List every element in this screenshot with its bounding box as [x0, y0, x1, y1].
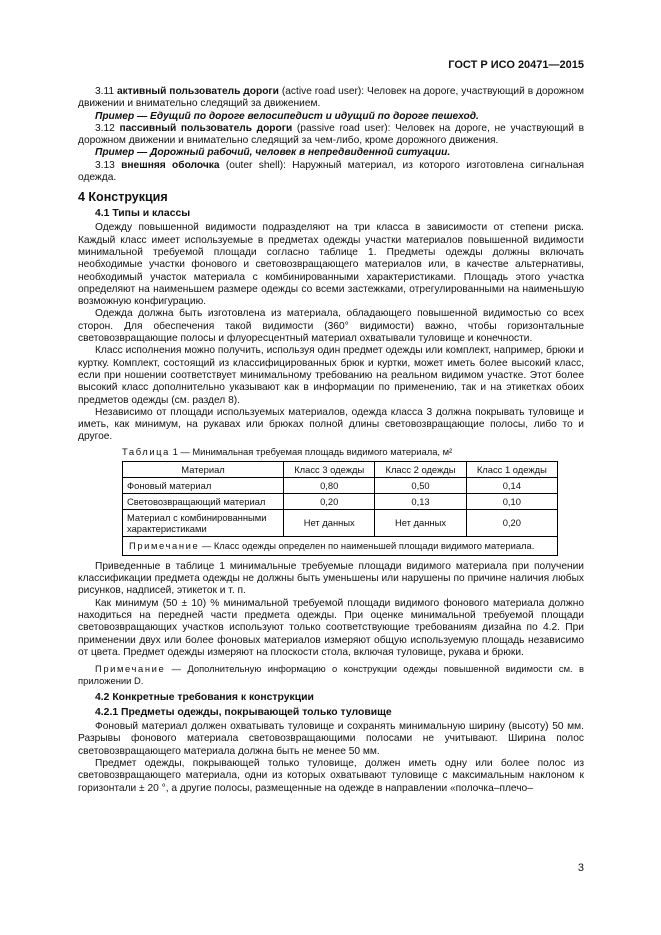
definition-3-11: [78, 86, 584, 111]
table-caption: [122, 446, 584, 457]
definition-3-13: [78, 160, 584, 185]
table-cell: 0,50: [375, 477, 466, 493]
definition-term: пассивный пользователь дороги: [119, 122, 293, 134]
table-header-row: [123, 461, 558, 477]
section-4-1-heading: 4.1 Типы и классы: [95, 208, 191, 220]
document-page: [78, 0, 584, 935]
section-4-2-1-heading: 4.2.1 Предметы одежды, покрывающей только туловище: [95, 707, 392, 719]
table-cell: 0,20: [466, 509, 557, 536]
definition-example: [78, 147, 584, 159]
table-note-label: Примечание: [129, 539, 200, 551]
table-row: [123, 477, 558, 493]
table-1: [122, 461, 558, 556]
definition-term: внешняя оболочка: [121, 159, 220, 171]
section-4-heading: 4 Конструкция: [78, 190, 168, 205]
paragraph: Одежду повышенной видимости подразделяют на три класса в зависимости от степени риска. Каждый класс имеет используемые в предметах одежды участки материалов повышенной видимости минимальной требуемой площади согласно таблице 1. Предметы одежды должны включать необходимые участки фонового и световозвращающего материалов или, в качестве альтернативы, необходимый участок материала с комбинированными характеристиками. Площадь этого участка определяют на наименьшем размере одежды со всеми застежками, отрегулированными на наименьшую возможную конфигурацию.: [78, 222, 584, 308]
page-number: 3: [577, 862, 584, 874]
table-header-cell: Класс 2 одежды: [375, 461, 466, 477]
definition-number: 3.13: [95, 159, 115, 171]
paragraph: Приведенные в таблице 1 минимальные требуемые площади видимого материала при получении классификации предмета одежды не должны быть уменьшены или нарушены по причине наличия любых рисунков, надписей, этикеток и т. п.: [78, 560, 584, 597]
table-cell: 0,80: [284, 477, 375, 493]
table-note-text: — Класс одежды определен по наименьшей площади видимого материала.: [199, 539, 535, 551]
note: [78, 663, 584, 686]
definition-example: [78, 111, 584, 123]
note-label: Примечание: [95, 663, 166, 675]
definition-text: (active road user): Человек на дороге, участвующий в дорожном движении и внимательно следящий за движением.: [78, 86, 584, 110]
note-text: — Дополнительную информацию о конструкции одежды повышенной видимости см. в приложении D.: [78, 663, 584, 686]
table-cell: Фоновый материал: [123, 477, 284, 493]
table-row: [123, 493, 558, 509]
definition-number: 3.11: [95, 86, 115, 97]
paragraph: Независимо от площади используемых материалов, одежда класса 3 должна покрывать туловище и иметь, как минимум, на рукавах или брюках полной длины световозвращающие полосы, либо то и другое.: [78, 406, 584, 443]
paragraph: Предмет одежды, покрывающей только туловище, должен иметь одну или более полос из световозвращающего материала, одни из которых охватывают туловище с максимальным наклоном к горизонтали ± 20 °, а другие полосы, размещенные на одежде в направлении «полочка–плечо–: [78, 757, 584, 794]
paragraph: Фоновый материал должен охватывать туловище и сохранять минимальную ширину (высоту) 50 мм. Разрывы фонового материала световозвращающими полосами не учитывают. Ширина полос световозвращающего материала должна быть не менее 50 мм.: [78, 721, 584, 757]
table-note: [123, 536, 558, 555]
section-4-2-heading: 4.2 Конкретные требования к конструкции: [95, 692, 314, 704]
table-cell: Световозвращающий материал: [123, 493, 284, 509]
example-text: Пример — Дорожный рабочий, человек в непредвиденной ситуации.: [95, 147, 451, 159]
table-cell: 0,20: [284, 493, 375, 509]
example-text: Пример — Едущий по дороге велосипедист и идущий по дороге пешеход.: [95, 110, 479, 122]
table-row: [123, 509, 558, 536]
table-caption-text: 1 — Минимальная требуемая площадь видимого материала, м²: [169, 445, 453, 457]
table-header-cell: Класс 1 одежды: [466, 461, 557, 477]
table-cell: Материал с комбинированными характеристиками: [123, 509, 284, 536]
table-header-cell: Класс 3 одежды: [284, 461, 375, 477]
paragraph: Класс исполнения можно получить, используя один предмет одежды или комплект, например, брюки и куртку. Комплект, состоящий из классифицированных брюк и куртки, может иметь более высокий класс, если при ношении соответствует минимальному требованию на реальном видимом участке. Этот более высокий класс дополнительно указывают как в информации по применению, так и на этикетках обоих предметов одежды (см. раздел 8).: [78, 345, 584, 406]
table-caption-label: Таблица: [122, 445, 170, 457]
table-cell: 0,10: [466, 493, 557, 509]
table-cell: Нет данных: [284, 509, 375, 536]
table-cell: 0,13: [375, 493, 466, 509]
definition-text: (outer shell): Наружный материал, из которого изготовлена сигнальная одежда.: [78, 159, 584, 184]
table-cell: Нет данных: [375, 509, 466, 536]
table-note-row: [123, 536, 558, 555]
definition-text: (passive road user): Человек на дороге, не участвующий в дорожном движении и внимательно следящий за чем-либо, кроме дорожного движения.: [78, 122, 584, 147]
definition-number: 3.12: [95, 122, 115, 134]
definition-term: активный пользователь дороги: [117, 86, 279, 97]
paragraph: Одежда должна быть изготовлена из материала, обладающего повышенной видимостью со всех сторон. Для обеспечения такой видимости (360° видимости) важно, чтобы горизонтальные световозвращающие полосы и флуоресцентный материал охватывали туловище и конечности.: [78, 308, 584, 345]
table-cell: 0,14: [466, 477, 557, 493]
page-body: [78, 86, 584, 795]
paragraph: Как минимум (50 ± 10) % минимальной требуемой площади видимого фонового материала должно находиться на передней части предмета одежды. При оценке минимальной требуемой площади световозвращающих участков используют только соответствующие требованиям дизайна по 4.2. При применении двух или более фоновых материалов измеряют общую используемую площадь независимо от цвета. Предмет одежды измеряют на плоскости стола, включая туловище, рукава и брюки.: [78, 597, 584, 658]
table-header-cell: Материал: [123, 461, 284, 477]
definition-3-12: [78, 123, 584, 148]
document-id-header: ГОСТ Р ИСО 20471—2015: [448, 59, 584, 71]
